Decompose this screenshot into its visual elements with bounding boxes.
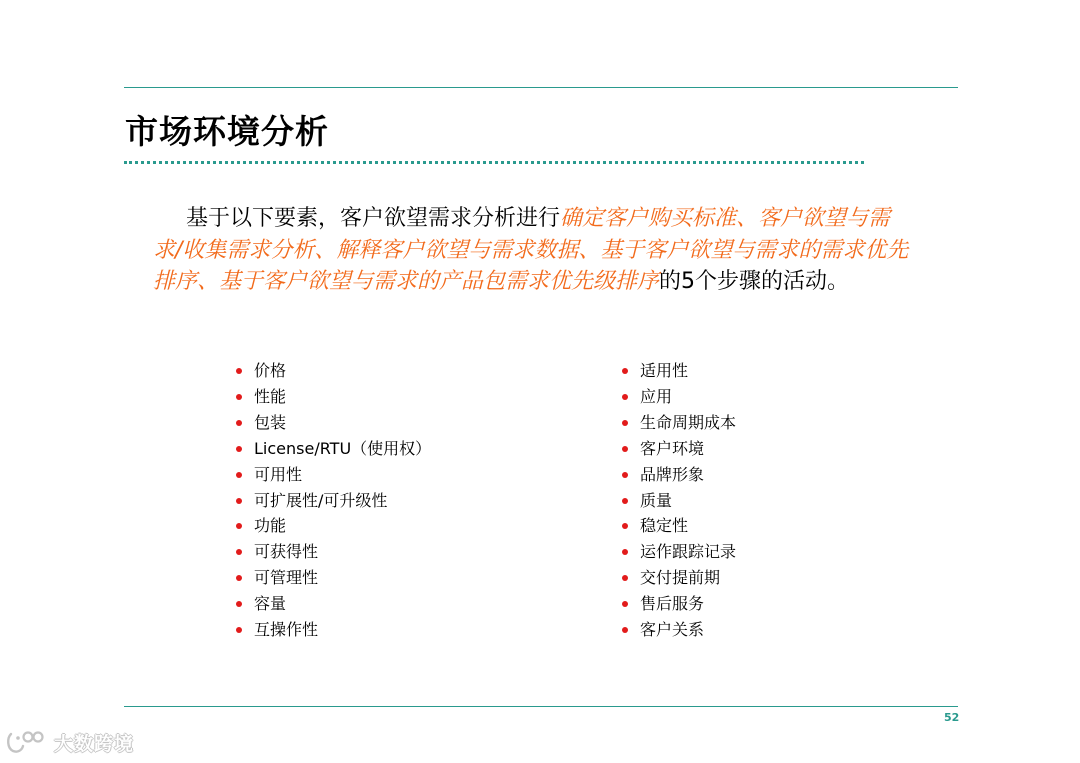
- list-item: [622, 539, 736, 565]
- list-item-label: 包装: [254, 412, 287, 432]
- list-item: [236, 591, 431, 617]
- bullet-icon: [236, 394, 242, 400]
- list-item-label: 互操作性: [254, 620, 319, 640]
- list-item-label: 适用性: [640, 361, 689, 380]
- bullet-icon: [622, 368, 628, 374]
- factor-list-left: [236, 358, 431, 643]
- bullet-icon: [236, 498, 242, 504]
- list-item-label: 可获得性: [254, 542, 319, 562]
- page-number: 52: [944, 711, 960, 724]
- list-item: [236, 436, 431, 462]
- list-item: [236, 488, 431, 514]
- bullet-icon: [622, 575, 628, 581]
- list-item-label: 性能: [254, 386, 287, 406]
- list-item: [236, 539, 431, 565]
- list-item-label: 品牌形象: [640, 464, 705, 484]
- bullet-icon: [622, 420, 628, 426]
- list-item: [622, 513, 736, 539]
- page-title: 市场环境分析: [125, 112, 329, 151]
- list-item: [622, 462, 736, 488]
- intro-highlight: 确定客户购买标准、客户欲望与需求/收集需求分析、解释客户欲望与需求数据、基于客户欲望与需求的需求优先排序、基于客户欲望与需求的产品包需求优先级排序: [153, 206, 909, 294]
- list-item: [622, 358, 736, 384]
- bullet-icon: [622, 601, 628, 607]
- bullet-icon: [236, 446, 242, 452]
- bullet-icon: [622, 472, 628, 478]
- list-item-label: 容量: [254, 594, 287, 614]
- list-item: [622, 384, 736, 410]
- bullet-icon: [236, 549, 242, 555]
- bottom-rule: [124, 706, 958, 707]
- list-item: [236, 384, 431, 410]
- list-item: [236, 410, 431, 436]
- list-item: [622, 617, 736, 643]
- list-item-label: 价格: [254, 361, 287, 380]
- watermark-text: 大数跨境: [54, 732, 135, 755]
- list-item-label: 可扩展性/可升级性: [254, 490, 388, 510]
- list-item-label: 功能: [254, 516, 287, 536]
- bullet-icon: [236, 523, 242, 529]
- bullet-icon: [236, 472, 242, 478]
- bullet-icon: [622, 446, 628, 452]
- list-item-label: 可管理性: [254, 568, 319, 588]
- top-rule: [124, 87, 958, 88]
- watermark-logo-icon: [6, 728, 50, 756]
- bullet-icon: [236, 601, 242, 607]
- list-item-label: 质量: [640, 490, 673, 510]
- bullet-icon: [236, 368, 242, 374]
- list-item-label: 客户关系: [640, 620, 705, 640]
- list-item-label: 可用性: [254, 464, 303, 484]
- list-item-label: License/RTU（使用权）: [254, 438, 432, 458]
- list-item: [622, 436, 736, 462]
- bullet-icon: [622, 549, 628, 555]
- title-dotted-rule: [124, 161, 864, 164]
- list-item-label: 客户环境: [640, 438, 705, 458]
- list-item-label: 应用: [640, 386, 673, 406]
- list-item: [622, 488, 736, 514]
- list-item: [236, 617, 431, 643]
- list-item-label: 交付提前期: [640, 568, 721, 588]
- bullet-icon: [622, 498, 628, 504]
- bullet-icon: [236, 627, 242, 633]
- list-item: [622, 565, 736, 591]
- watermark: [6, 728, 134, 756]
- list-item: [236, 565, 431, 591]
- intro-tail: 的5个步骤的活动。: [659, 269, 850, 294]
- list-item: [236, 358, 431, 384]
- list-item-label: 运作跟踪记录: [640, 542, 737, 562]
- bullet-icon: [622, 627, 628, 633]
- list-item-label: 生命周期成本: [640, 412, 737, 432]
- bullet-icon: [622, 523, 628, 529]
- list-item-label: 售后服务: [640, 594, 705, 614]
- intro-lead: 基于以下要素，客户欲望需求分析进行: [186, 206, 561, 231]
- bullet-icon: [236, 420, 242, 426]
- bullet-icon: [622, 394, 628, 400]
- list-item-label: 稳定性: [640, 516, 689, 536]
- list-item: [622, 591, 736, 617]
- list-item: [236, 462, 431, 488]
- list-item: [622, 410, 736, 436]
- list-item: [236, 513, 431, 539]
- bullet-icon: [236, 575, 242, 581]
- intro-paragraph: [153, 203, 913, 298]
- factor-list-right: [622, 358, 736, 643]
